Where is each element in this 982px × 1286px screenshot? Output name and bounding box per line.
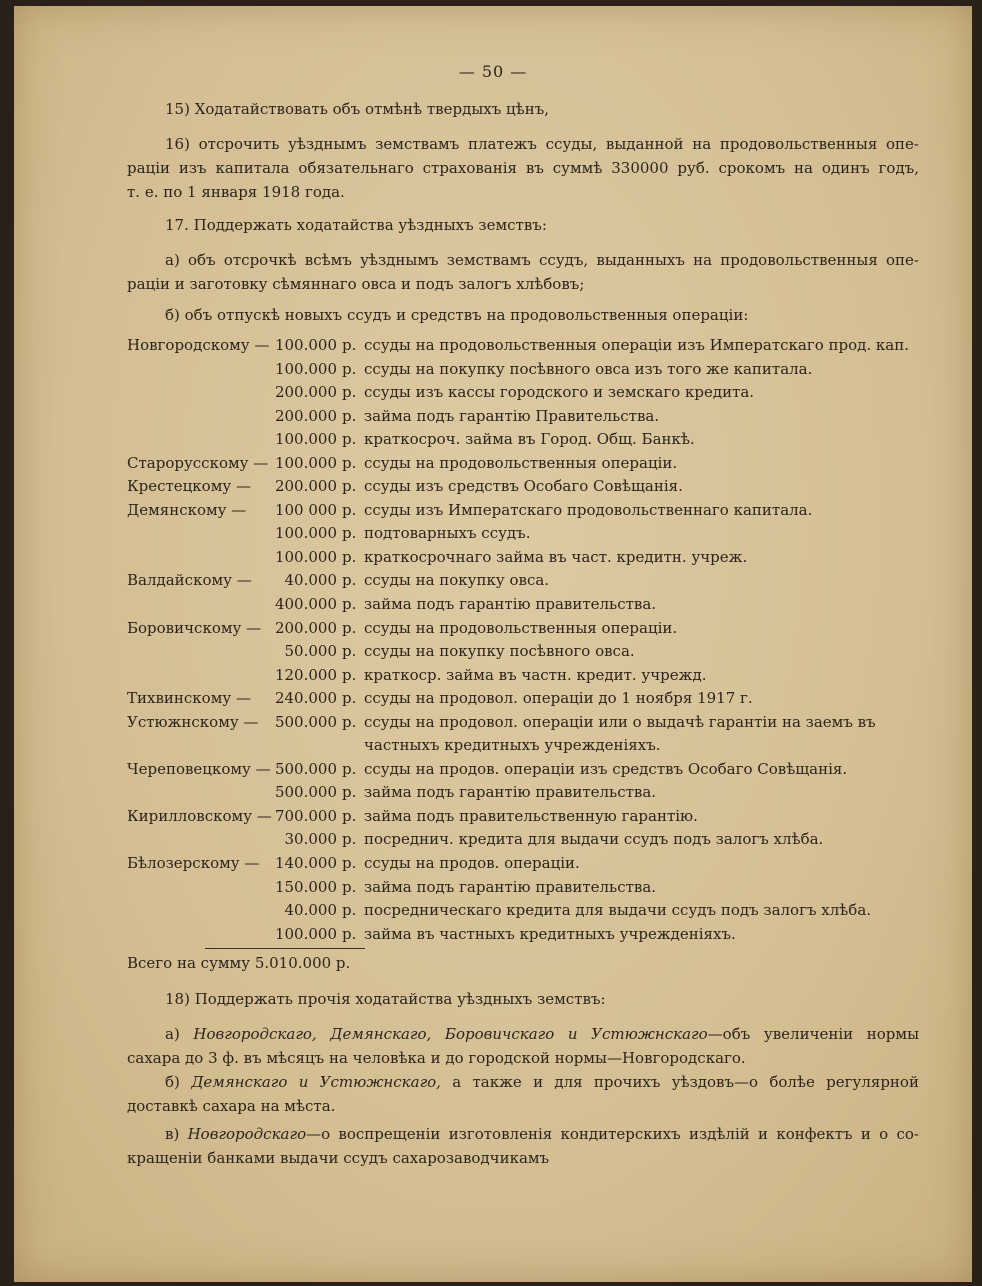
item-18b-prefix: б) xyxy=(165,1073,180,1091)
loan-currency: р. xyxy=(342,712,357,731)
loan-recipient: Череповецкому — xyxy=(127,759,271,778)
loans-list xyxy=(127,336,927,948)
item-18b-line-2: доставкѣ сахара на мѣста. xyxy=(127,1097,336,1115)
loan-recipient: Тихвинскому — xyxy=(127,689,251,708)
loan-row xyxy=(127,383,927,407)
item-17-heading: 17. Поддержать ходатайства уѣздныхъ земствъ: xyxy=(165,216,547,234)
loan-description: ссуды на продовол. операціи или о выдачѣ гарантіи на заемъ въ xyxy=(364,712,876,731)
loan-description: ссуды на покупку посѣвного овса изъ того же капитала. xyxy=(364,359,813,378)
loan-description: ссуды на покупку овса. xyxy=(364,571,550,590)
loan-amount: 140.000 xyxy=(274,854,337,873)
item-18b-italic: Демянскаго и Устюжнскаго, xyxy=(191,1073,441,1091)
loan-amount: 30.000 xyxy=(284,830,337,849)
loan-amount: 200.000 xyxy=(274,618,337,637)
loan-row xyxy=(127,430,927,454)
item-18b-line-1 xyxy=(127,1072,919,1092)
loan-amount: 200.000 xyxy=(274,406,337,425)
loan-row xyxy=(127,571,927,595)
loan-description: краткоср. займа въ частн. кредит. учрежд. xyxy=(364,665,707,684)
loan-currency: р. xyxy=(342,595,357,614)
loan-recipient: Устюжнскому — xyxy=(127,712,259,731)
loan-amount: 40.000 xyxy=(284,901,337,920)
item-18c-prefix: в) xyxy=(165,1125,180,1143)
item-18a-rest: —объ увеличеніи нормы xyxy=(707,1025,920,1043)
loan-amount: 100.000 xyxy=(274,453,337,472)
loan-row xyxy=(127,689,927,713)
item-18c-line-1 xyxy=(127,1124,919,1144)
page-number: — 50 — xyxy=(458,62,528,81)
loan-amount: 100.000 xyxy=(274,336,337,354)
item-16-line-2: раціи изъ капитала обязательнаго страхованія въ суммѣ 330000 руб. срокомъ на одинъ годъ, xyxy=(127,159,919,177)
item-18a-line-2: сахара до 3 ф. въ мѣсяцъ на человѣка и до городской нормы—Новгородскаго. xyxy=(127,1049,746,1067)
loan-amount: 100 000 xyxy=(274,500,337,519)
loan-currency: р. xyxy=(342,689,357,708)
loan-amount: 120.000 xyxy=(274,665,337,684)
loan-description: ссуды изъ средствъ Особаго Совѣщанія. xyxy=(364,477,683,496)
loan-row xyxy=(127,901,927,925)
loan-description: займа подъ гарантію правительства. xyxy=(364,783,657,802)
loan-row xyxy=(127,336,927,360)
loan-amount: 500.000 xyxy=(274,759,337,778)
loan-description: займа подъ гарантію Правительства. xyxy=(364,406,660,425)
loan-amount: 500.000 xyxy=(274,712,337,731)
item-18c-line-2: кращеніи банками выдачи ссудъ сахарозаводчикамъ xyxy=(127,1149,550,1167)
loan-currency: р. xyxy=(342,547,357,566)
loan-description: займа подъ правительственную гарантію. xyxy=(364,806,698,825)
item-18a-line-1 xyxy=(127,1024,919,1044)
loan-description: займа подъ гарантію правительства. xyxy=(364,877,657,896)
loan-description: ссуды на продов. операціи изъ средствъ Особаго Совѣщанія. xyxy=(364,759,848,778)
loan-recipient: Кирилловскому — xyxy=(127,806,272,825)
loan-currency: р. xyxy=(342,665,357,684)
loan-row xyxy=(127,548,927,572)
loan-recipient: Боровичскому — xyxy=(127,618,262,637)
loan-recipient: Новгородскому — xyxy=(127,336,270,354)
loan-recipient: Крестецкому — xyxy=(127,477,251,496)
loan-amount: 100.000 xyxy=(274,359,337,378)
loan-row xyxy=(127,477,927,501)
loan-description: ссуды на покупку посѣвного овса. xyxy=(364,642,635,661)
loan-row xyxy=(127,878,927,902)
loan-amount: 150.000 xyxy=(274,877,337,896)
loan-recipient: Валдайскому — xyxy=(127,571,252,590)
loan-currency: р. xyxy=(342,854,357,873)
loan-amount: 100.000 xyxy=(274,547,337,566)
loan-currency: р. xyxy=(342,383,357,402)
loan-recipient: Старорусскому — xyxy=(127,453,269,472)
loan-amount: 50.000 xyxy=(284,642,337,661)
item-16-line-3: т. е. по 1 января 1918 года. xyxy=(127,183,345,201)
loan-row xyxy=(127,407,927,431)
loan-amount: 400.000 xyxy=(274,595,337,614)
loan-currency: р. xyxy=(342,571,357,590)
loan-row xyxy=(127,666,927,690)
loan-currency: р. xyxy=(342,500,357,519)
loan-row xyxy=(127,830,927,854)
loan-amount: 100.000 xyxy=(274,924,337,943)
item-18c-italic: Новгородскаго xyxy=(187,1125,307,1143)
loan-currency: р. xyxy=(342,406,357,425)
loan-row xyxy=(127,783,927,807)
item-16-line-1: 16) отсрочить уѣзднымъ земствамъ платежъ ссуды, выданной на продовольственныя опе- xyxy=(165,135,919,153)
loan-row xyxy=(127,760,927,784)
loan-description: ссуды на продовол. операціи до 1 ноября 1917 г. xyxy=(364,689,753,708)
loan-amount: 40.000 xyxy=(284,571,337,590)
loan-amount: 100.000 xyxy=(274,524,337,543)
loan-currency: р. xyxy=(342,830,357,849)
loan-amount: 100.000 xyxy=(274,430,337,449)
loan-currency: р. xyxy=(342,877,357,896)
loan-row xyxy=(127,454,927,478)
loan-amount: 500.000 xyxy=(274,783,337,802)
loan-description: ссуды изъ кассы городского и земскаго кредита. xyxy=(364,383,755,402)
loan-row xyxy=(127,501,927,525)
loan-description: ссуды изъ Императскаго продовольственнаго капитала. xyxy=(364,500,813,519)
item-17a-line-2: раціи и заготовку сѣмяннаго овса и подъ залогъ хлѣбовъ; xyxy=(127,275,585,293)
loan-description: подтоварныхъ ссудъ. xyxy=(364,524,531,543)
loan-currency: р. xyxy=(342,618,357,637)
item-18-heading: 18) Поддержать прочія ходатайства уѣздныхъ земствъ: xyxy=(165,990,606,1008)
loan-row xyxy=(127,713,927,737)
loan-currency: р. xyxy=(342,453,357,472)
item-17a-line-1: а) объ отсрочкѣ всѣмъ уѣзднымъ земствамъ ссудъ, выданныхъ на продовольственныя опе- xyxy=(165,251,919,269)
loan-description: ссуды на продов. операціи. xyxy=(364,854,580,873)
loan-row xyxy=(127,854,927,878)
loan-currency: р. xyxy=(342,430,357,449)
item-18c-rest: —о воспрещеніи изготовленія кондитерскихъ издѣлій и конфектъ и о со- xyxy=(306,1125,919,1143)
loan-description: займа въ частныхъ кредитныхъ учрежденіяхъ. xyxy=(364,924,736,943)
loan-amount: 200.000 xyxy=(274,477,337,496)
loan-description: ссуды на продовольственныя операціи изъ Императскаго прод. кап. xyxy=(364,336,910,354)
loan-currency: р. xyxy=(342,924,357,943)
loan-description: ссуды на продовольственныя операціи. xyxy=(364,618,678,637)
item-15: 15) Ходатайствовать объ отмѣнѣ твердыхъ цѣнъ, xyxy=(165,100,550,118)
total-rule xyxy=(205,948,365,949)
loan-currency: р. xyxy=(342,642,357,661)
item-18a-italic: Новгородскаго, Демянскаго, Боровичскаго и Устюжнскаго xyxy=(193,1025,708,1043)
loan-row xyxy=(127,925,927,949)
loan-row xyxy=(127,619,927,643)
loan-currency: р. xyxy=(342,524,357,543)
loan-description: займа подъ гарантію правительства. xyxy=(364,595,657,614)
loan-recipient: Бѣлозерскому — xyxy=(127,854,260,873)
loan-currency: р. xyxy=(342,359,357,378)
item-17b: б) объ отпускѣ новыхъ ссудъ и средствъ на продовольственныя операціи: xyxy=(165,306,749,324)
loan-description: посредническаго кредита для выдачи ссудъ подъ залогъ хлѣба. xyxy=(364,901,872,920)
loan-description: краткосрочнаго займа въ част. кредитн. учреж. xyxy=(364,547,748,566)
loan-description: краткосроч. займа въ Город. Общ. Банкѣ. xyxy=(364,430,695,449)
loan-amount: 700.000 xyxy=(274,806,337,825)
loan-row xyxy=(127,642,927,666)
loan-currency: р. xyxy=(342,806,357,825)
loan-row xyxy=(127,524,927,548)
loan-description: частныхъ кредитныхъ учрежденіяхъ. xyxy=(364,736,661,755)
loan-row xyxy=(127,807,927,831)
loan-description: ссуды на продовольственныя операціи. xyxy=(364,453,678,472)
loan-currency: р. xyxy=(342,336,357,354)
loan-amount: 200.000 xyxy=(274,383,337,402)
loan-currency: р. xyxy=(342,783,357,802)
document-page xyxy=(14,6,972,1282)
loan-currency: р. xyxy=(342,759,357,778)
loan-amount: 240.000 xyxy=(274,689,337,708)
item-18b-rest: а также и для прочихъ уѣздовъ—о болѣе регулярной xyxy=(452,1073,919,1091)
loan-row xyxy=(127,360,927,384)
loan-currency: р. xyxy=(342,901,357,920)
loan-recipient: Демянскому — xyxy=(127,500,247,519)
loan-description: посреднич. кредита для выдачи ссудъ подъ залогъ хлѣба. xyxy=(364,830,824,849)
loan-row xyxy=(127,595,927,619)
loan-row xyxy=(127,736,927,760)
total-sum: Всего на сумму 5.010.000 р. xyxy=(127,954,351,972)
loan-currency: р. xyxy=(342,477,357,496)
item-18a-prefix: а) xyxy=(165,1025,180,1043)
